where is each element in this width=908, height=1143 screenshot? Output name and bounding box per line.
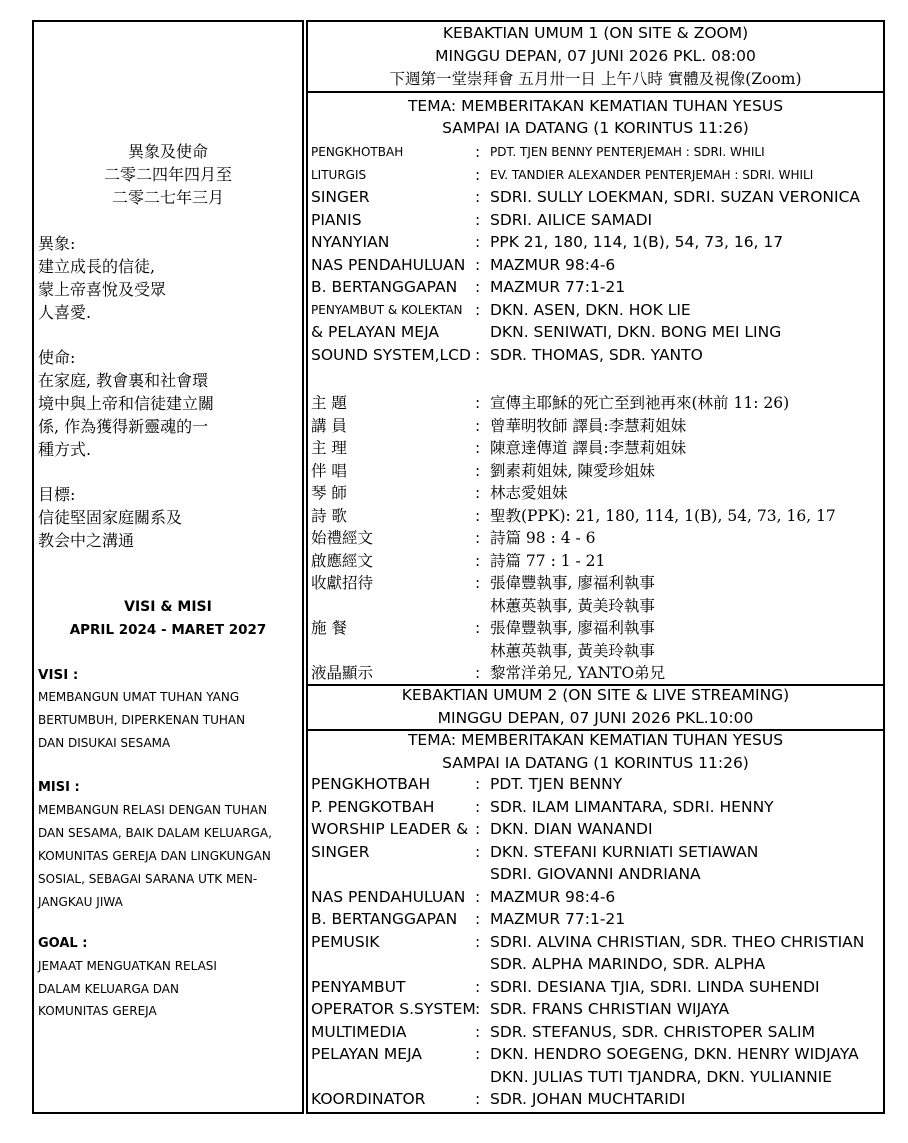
colon-separator: :: [475, 255, 481, 274]
assignee-value: 林志愛姐妹: [490, 484, 568, 502]
role-label: 主 理: [311, 439, 347, 457]
assignee-value: PPK 21, 180, 114, 1(B), 54, 73, 16, 17: [490, 233, 784, 251]
assignee-value: 聖教(PPK): 21, 180, 114, 1(B), 54, 73, 16, 17: [490, 506, 836, 525]
right-panel: [306, 20, 885, 1114]
misi-section: [38, 777, 272, 914]
assignee-value: SDRI. ALVINA CHRISTIAN, SDR. THEO CHRISTIAN: [490, 932, 865, 951]
role-label: 液晶顯示: [311, 664, 374, 682]
assignee-value: DKN. DIAN WANANDI: [490, 820, 653, 838]
vision-cn-title-line: 二零二四年四月至: [103, 165, 232, 184]
assignee-value: 宣傳主耶穌的死亡至到祂再來(林前 11: 26): [490, 394, 790, 412]
visi-line: DAN DISUKAI SESAMA: [38, 736, 171, 750]
colon-separator: :: [475, 461, 481, 480]
colon-separator: :: [475, 300, 481, 319]
role-label: 收獻招待: [311, 574, 374, 592]
role-label: 主 題: [311, 394, 347, 412]
role-label: OPERATOR S.SYSTEM: [311, 1000, 476, 1018]
service1-theme: [308, 95, 883, 139]
assignee-value: PDT. TJEN BENNY PENTERJEMAH : SDRI. WHILI: [490, 145, 765, 159]
mission-cn-line: 在家庭, 教會裏和社會環: [38, 371, 209, 390]
colon-separator: :: [475, 345, 481, 364]
assignee-value: SDR. ALPHA MARINDO, SDR. ALPHA: [490, 955, 766, 973]
goal-section: [38, 933, 217, 1023]
assignee-value: 黎常洋弟兄, YANTO弟兄: [490, 664, 666, 682]
colon-separator: :: [475, 887, 481, 906]
colon-separator: :: [475, 775, 481, 793]
service2-date: MINGGU DEPAN, 07 JUNI 2026 PKL.10:00: [437, 709, 754, 727]
assignee-value: DKN. HENDRO SOEGENG, DKN. HENRY WIDJAYA: [490, 1045, 859, 1063]
assignee-value: 張偉豐執事, 廖福利執事: [490, 619, 655, 637]
assignee-value: DKN. STEFANI KURNIATI SETIAWAN: [490, 842, 759, 861]
role-label: 伴 唱: [311, 461, 347, 480]
vision-cn-line: 人喜愛.: [38, 303, 92, 322]
role-label: & PELAYAN MEJA: [311, 323, 440, 341]
role-label: SINGER: [311, 188, 370, 206]
service1-date: MINGGU DEPAN, 07 JUNI 2026 PKL. 08:00: [435, 47, 756, 65]
role-label: 琴 師: [311, 484, 347, 502]
colon-separator: :: [475, 233, 481, 251]
colon-separator: :: [475, 797, 481, 816]
goal-cn-line: 信徒堅固家庭關系及: [38, 508, 183, 527]
colon-separator: :: [475, 278, 481, 296]
role-label: 講 員: [311, 416, 347, 435]
left-panel: [32, 20, 304, 1114]
role-label: NAS PENDAHULUAN: [311, 887, 466, 906]
colon-separator: :: [475, 529, 481, 547]
role-label: PIANIS: [311, 210, 362, 229]
role-label: SINGER: [311, 842, 370, 861]
assignee-value: MAZMUR 77:1-21: [490, 910, 626, 928]
role-label: 施 餐: [311, 619, 347, 637]
vision-cn: [38, 232, 166, 324]
assignee-value: SDRI. SULLY LOEKMAN, SDRI. SUZAN VERONICA: [490, 188, 861, 206]
colon-separator: :: [475, 143, 481, 161]
mission-cn-line: 種方式.: [38, 440, 92, 459]
goal-cn-line: 教会中之溝通: [38, 531, 135, 550]
assignee-value: DKN. SENIWATI, DKN. BONG MEI LING: [490, 323, 782, 341]
service1-cn-title: 下週第一堂崇拜會 五月卅一日 上午八時 實體及視像(Zoom): [389, 70, 802, 88]
divider: [308, 91, 883, 93]
mission-cn: [38, 346, 214, 461]
role-label: 始禮經文: [311, 529, 374, 547]
colon-separator: :: [475, 664, 481, 682]
colon-separator: :: [475, 394, 481, 412]
service1-theme-line: SAMPAI IA DATANG (1 KORINTUS 11:26): [442, 119, 749, 137]
role-label: NYANYIAN: [311, 233, 390, 251]
mission-cn-line: 係, 作為獲得新靈魂的一: [38, 417, 209, 436]
colon-separator: :: [475, 551, 481, 570]
colon-separator: :: [475, 842, 481, 861]
assignee-value: SDR. THOMAS, SDR. YANTO: [490, 345, 703, 364]
role-label: B. BERTANGGAPAN: [311, 910, 458, 928]
service2-header: [308, 684, 883, 730]
mission-cn-label: 使命:: [38, 348, 76, 367]
colon-separator: :: [475, 416, 481, 435]
assignee-value: DKN. ASEN, DKN. HOK LIE: [490, 300, 691, 319]
vision-cn-label: 異象:: [38, 234, 76, 253]
colon-separator: :: [475, 439, 481, 457]
misi-line: KOMUNITAS GEREJA DAN LINGKUNGAN: [38, 849, 271, 863]
goal-line: DALAM KELUARGA DAN: [38, 981, 179, 996]
service2-theme-line: TEMA: MEMBERITAKAN KEMATIAN TUHAN YESUS: [407, 731, 784, 749]
misi-label: MISI :: [38, 780, 80, 795]
service2-title: KEBAKTIAN UMUM 2 (ON SITE & LIVE STREAMING): [401, 686, 790, 704]
colon-separator: :: [475, 484, 481, 502]
colon-separator: :: [475, 1022, 481, 1041]
assignee-value: SDR. FRANS CHRISTIAN WIJAYA: [490, 1000, 730, 1018]
vision-cn-title-line: 二零二七年三月: [111, 188, 224, 207]
misi-line: SOSIAL, SEBAGAI SARANA UTK MEN-: [38, 872, 258, 886]
role-label: LITURGIS: [311, 167, 367, 182]
role-label: NAS PENDAHULUAN: [311, 255, 466, 274]
colon-separator: :: [475, 820, 481, 838]
assignee-value: 劉素莉姐妹, 陳愛珍姐妹: [490, 461, 655, 480]
assignee-value: SDRI. GIOVANNI ANDRIANA: [490, 865, 701, 883]
colon-separator: :: [475, 977, 481, 996]
visi-section: [38, 664, 245, 755]
visi-line: MEMBANGUN UMAT TUHAN YANG: [38, 690, 240, 704]
role-label: WORSHIP LEADER &: [311, 820, 469, 838]
vision-cn-title-line: 異象及使命: [127, 142, 208, 161]
visi-misi-heading: [34, 596, 302, 642]
visi-line: BERTUMBUH, DIPERKENAN TUHAN: [38, 713, 246, 727]
assignee-value: PDT. TJEN BENNY: [490, 775, 623, 793]
mission-cn-line: 境中與上帝和信徒建立關: [38, 394, 215, 413]
assignee-value: MAZMUR 98:4-6: [490, 887, 616, 906]
assignee-value: 林蕙英執事, 黃美玲執事: [490, 596, 655, 615]
assignee-value: SDR. JOHAN MUCHTARIDI: [490, 1090, 686, 1108]
role-label: PEMUSIK: [311, 932, 380, 951]
misi-line: MEMBANGUN RELASI DENGAN TUHAN: [38, 803, 268, 817]
goal-cn-label: 目標:: [38, 485, 76, 504]
vision-cn-line: 蒙上帝喜悅及受眾: [38, 280, 167, 299]
misi-line: DAN SESAMA, BAIK DALAM KELUARGA,: [38, 826, 272, 840]
colon-separator: :: [475, 619, 481, 637]
visi-label: VISI :: [38, 667, 79, 683]
goal-line: KOMUNITAS GEREJA: [38, 1004, 157, 1018]
vision-cn-title: [34, 140, 302, 209]
role-label: PENYAMBUT & KOLEKTAN: [311, 302, 463, 317]
assignee-value: SDR. ILAM LIMANTARA, SDRI. HENNY: [490, 797, 774, 816]
role-label: 詩 歌: [311, 506, 347, 525]
assignee-value: 曾華明牧師 譯員:李慧莉姐妹: [490, 416, 687, 435]
assignee-value: 詩篇 77 : 1 - 21: [490, 551, 606, 570]
assignee-value: 陳意達傳道 譯員:李慧莉姐妹: [490, 439, 687, 457]
vision-cn-line: 建立成長的信徒,: [38, 257, 156, 276]
role-label: B. BERTANGGAPAN: [311, 278, 458, 296]
assignee-value: MAZMUR 98:4-6: [490, 255, 616, 274]
assignee-value: 詩篇 98 : 4 - 6: [490, 529, 596, 547]
assignee-value: 張偉豐執事, 廖福利執事: [490, 574, 655, 592]
service2-theme-line: SAMPAI IA DATANG (1 KORINTUS 11:26): [442, 753, 749, 772]
goal-cn: [38, 483, 182, 552]
colon-separator: :: [475, 910, 481, 928]
assignee-value: SDRI. AILICE SAMADI: [490, 210, 653, 229]
misi-line: JANGKAU JIWA: [38, 895, 123, 909]
role-label: PENGKHOTBAH: [311, 775, 431, 793]
role-label: SOUND SYSTEM,LCD: [311, 345, 471, 364]
colon-separator: :: [475, 165, 481, 184]
assignee-value: 林蕙英執事, 黃美玲執事: [490, 641, 655, 660]
assignee-value: MAZMUR 77:1-21: [490, 278, 626, 296]
role-label: MULTIMEDIA: [311, 1022, 407, 1041]
role-label: PELAYAN MEJA: [311, 1045, 422, 1063]
goal-line: JEMAAT MENGUATKAN RELASI: [38, 959, 217, 973]
colon-separator: :: [475, 1090, 481, 1108]
colon-separator: :: [475, 932, 481, 951]
role-label: P. PENGKOTBAH: [311, 797, 435, 816]
service2-theme: [308, 729, 883, 774]
colon-separator: :: [475, 1045, 481, 1063]
service1-theme-line: TEMA: MEMBERITAKAN KEMATIAN TUHAN YESUS: [407, 97, 784, 115]
assignee-value: DKN. JULIAS TUTI TJANDRA, DKN. YULIANNIE: [490, 1067, 833, 1086]
goal-label: GOAL :: [38, 936, 88, 951]
role-label: 啟應經文: [311, 551, 374, 570]
colon-separator: :: [475, 506, 481, 525]
role-label: KOORDINATOR: [311, 1090, 426, 1108]
assignee-value: EV. TANDIER ALEXANDER PENTERJEMAH : SDRI. WHILI: [490, 167, 814, 182]
assignee-value: SDR. STEFANUS, SDR. CHRISTOPER SALIM: [490, 1022, 815, 1041]
assignee-value: SDRI. DESIANA TJIA, SDRI. LINDA SUHENDI: [490, 977, 820, 996]
colon-separator: :: [475, 188, 481, 206]
role-label: PENGKHOTBAH: [311, 145, 404, 159]
visi-misi-title: VISI & MISI: [124, 599, 212, 615]
colon-separator: :: [475, 210, 481, 229]
service1-title: KEBAKTIAN UMUM 1 (ON SITE & ZOOM): [442, 24, 749, 42]
colon-separator: :: [475, 574, 481, 592]
role-label: PENYAMBUT: [311, 977, 406, 996]
service1-header: [308, 22, 883, 91]
colon-separator: :: [475, 1000, 481, 1018]
visi-misi-period: APRIL 2024 - MARET 2027: [69, 622, 267, 638]
